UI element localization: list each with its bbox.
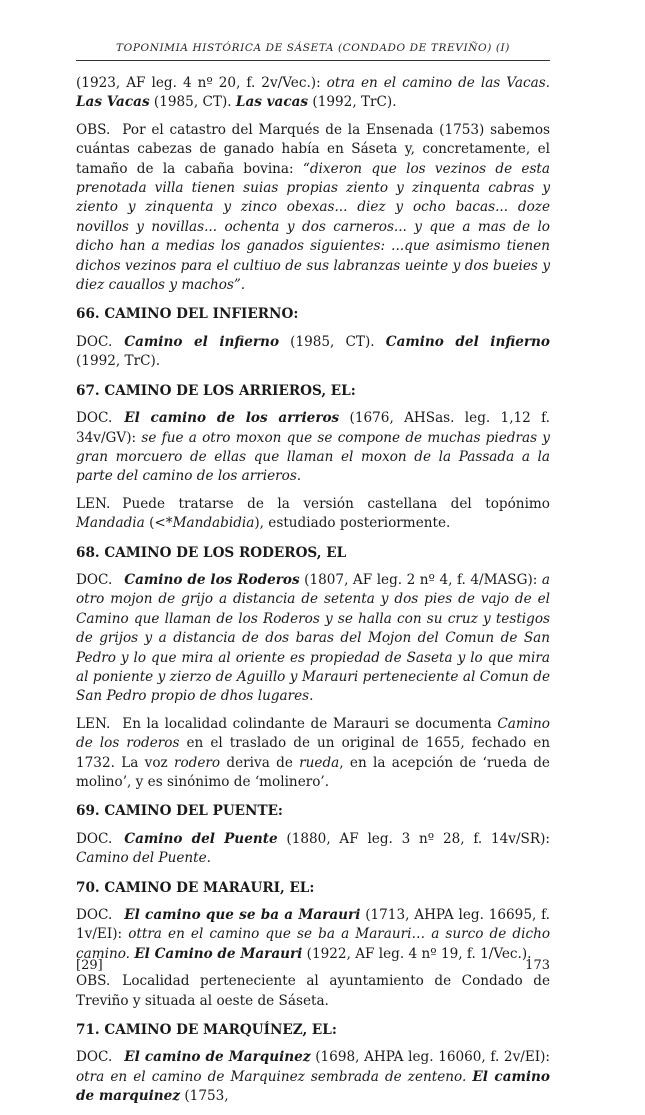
paragraph-doc <box>76 1048 550 1106</box>
quotation: Mandadia <box>76 515 145 532</box>
toponym: El camino de marquinez <box>76 1068 550 1105</box>
paragraph-label: DOC. <box>76 333 113 350</box>
quotation: Camino del Puente. <box>76 850 211 867</box>
paragraph-label: OBS. <box>76 973 111 990</box>
quotation: Camino de los roderos <box>76 715 550 752</box>
text-run: (1713, AHPA leg. 16695, f. 1v/EI): <box>76 907 551 943</box>
text-run: (1880, AF leg. 3 nº 28, f. 14v/SR): <box>277 830 550 847</box>
text-run: (< <box>144 515 166 532</box>
paragraph-label: DOC. <box>76 410 113 427</box>
text-run: (1807, AF leg. 2 nº 4, f. 4/MASG): <box>299 571 542 588</box>
entry-heading: 71. CAMINO DE MARQUÍNEZ, EL: <box>76 1022 337 1039</box>
paragraph-obs <box>76 121 550 296</box>
toponym: Las vacas <box>235 94 309 111</box>
text-run: Puede tratarse de la versión castellana del topónimo <box>122 495 550 512</box>
toponym: Camino de los Roderos <box>124 571 300 588</box>
quotation: “dixeron que los vezinos de esta prenotada villa tienen suias propias ziento y zinquenta cabras y ziento y zinquenta y zinco obexas... diez y ocho bacas... doze novillos y novillas... ochenta y dos carneros... y que a mas de lo dicho han a medias los ganados siguientes: ...que asimismo tienen dichos vezinos para el cultiuo de sus labranzas ueinte y dos bueies y diez cauallos y machos”. <box>76 160 551 294</box>
paragraph-len <box>76 495 550 534</box>
toponym: El camino de los arrieros <box>124 410 340 427</box>
text-run: , en la acepción de ‘rueda de molino’, y es sinónimo de ‘molinero’. <box>76 754 550 790</box>
footer-section-number: [29] <box>76 958 103 973</box>
quotation: *Mandabidia <box>165 515 255 532</box>
toponym: El camino de Marquinez <box>124 1049 311 1066</box>
toponym: Las Vacas <box>76 94 150 111</box>
paragraph-doc <box>76 333 550 372</box>
paragraph-label: DOC. <box>76 571 113 588</box>
text-run: deriva de <box>220 754 300 771</box>
entry-heading: 68. CAMINO DE LOS RODEROS, EL <box>76 544 347 561</box>
paragraph-label: DOC. <box>76 1049 113 1066</box>
paragraph-label: DOC. <box>76 830 113 847</box>
toponym: El camino que se ba a Marauri <box>124 907 361 924</box>
text-run: (1698, AHPA leg. 16060, f. 2v/EI): <box>310 1049 551 1066</box>
text-run: (1923, AF leg. 4 nº 20, f. 2v/Vec.): <box>76 75 327 91</box>
paragraph-doc <box>76 906 550 964</box>
quotation: otra en el camino de las Vacas. <box>326 75 550 91</box>
paragraph <box>76 74 550 113</box>
entry-heading: 67. CAMINO DE LOS ARRIEROS, EL: <box>76 382 356 399</box>
toponym: Camino del infierno <box>385 333 550 350</box>
body-text <box>76 74 550 1115</box>
entry-heading: 70. CAMINO DE MARAURI, EL: <box>76 879 315 896</box>
paragraph-label: DOC. <box>76 907 113 924</box>
toponym: Camino el infierno <box>124 333 280 350</box>
text-run: (1753, <box>180 1088 229 1105</box>
quotation: a otro mojon de grijo a distancia de setenta y dos pies de vajo de el Camino que llaman de los Roderos y se halla con su cruz y testigos de grijos y a distancia de dos baras del Mojon del Comun de San Pedro y lo que mira al oriente es propiedad de Saseta y lo que mira al poniente y zierzo de Aguillo y Marauri perteneciente al Comun de San Pedro propio de dhos lugares. <box>76 571 550 705</box>
paragraph-doc <box>76 409 550 487</box>
text-run: (1992, TrC). <box>76 353 161 370</box>
text-run: (1985, CT). <box>279 333 386 350</box>
text-run: ), estudiado posteriormente. <box>254 515 451 532</box>
text-run: (1985, CT). <box>149 94 236 111</box>
text-run: Localidad perteneciente al ayuntamiento de Condado de Treviño y situada al oeste de Sáseta. <box>76 973 550 1009</box>
toponym: El Camino de Marauri <box>134 945 303 962</box>
paragraph-label: OBS. <box>76 121 111 138</box>
quotation: rodero <box>174 754 221 771</box>
quotation: se fue a otro moxon que se compone de muchas piedras y gran morcuero de ellas que llaman el moxon de la Passada a la parte del camino de los arrieros. <box>76 429 550 485</box>
quotation: ottra en el camino que se ba a Marauri… a surco de dicho camino. <box>76 926 551 962</box>
text-run: En la localidad colindante de Marauri se documenta <box>122 715 498 732</box>
header-rule <box>76 60 550 61</box>
paragraph-label: LEN. <box>76 715 111 732</box>
quotation: rueda <box>299 754 340 771</box>
running-head: TOPONIMIA HISTÓRICA DE SÁSETA (CONDADO DE TREVIÑO) (I) <box>116 42 510 54</box>
paragraph-doc <box>76 571 550 707</box>
text-run: en el traslado de un original de 1655, fechado en 1732. La voz <box>76 735 550 771</box>
quotation: otra en el camino de Marquinez sembrada de zenteno. <box>76 1068 473 1085</box>
paragraph-label: LEN. <box>76 495 111 512</box>
toponym: Camino del Puente <box>124 830 278 847</box>
paragraph-obs <box>76 972 550 1011</box>
entry-heading: 66. CAMINO DEL INFIERNO: <box>76 306 299 323</box>
paragraph-doc <box>76 830 550 869</box>
text-run: Por el catastro del Marqués de la Ensenada (1753) sabemos cuántas cabezas de ganado había en Sáseta y, concretamente, el tamaño de la cabaña bovina: <box>76 121 550 177</box>
text-run: (1676, AHSas. leg. 1,12 f. 34v/GV): <box>76 410 551 446</box>
text-run: (1922, AF leg. 4 nº 19, f. 1/Vec.). <box>302 945 532 962</box>
paragraph-len <box>76 715 550 793</box>
entry-heading: 69. CAMINO DEL PUENTE: <box>76 803 283 820</box>
page-number: 173 <box>525 958 550 973</box>
text-run: (1992, TrC). <box>308 94 397 111</box>
